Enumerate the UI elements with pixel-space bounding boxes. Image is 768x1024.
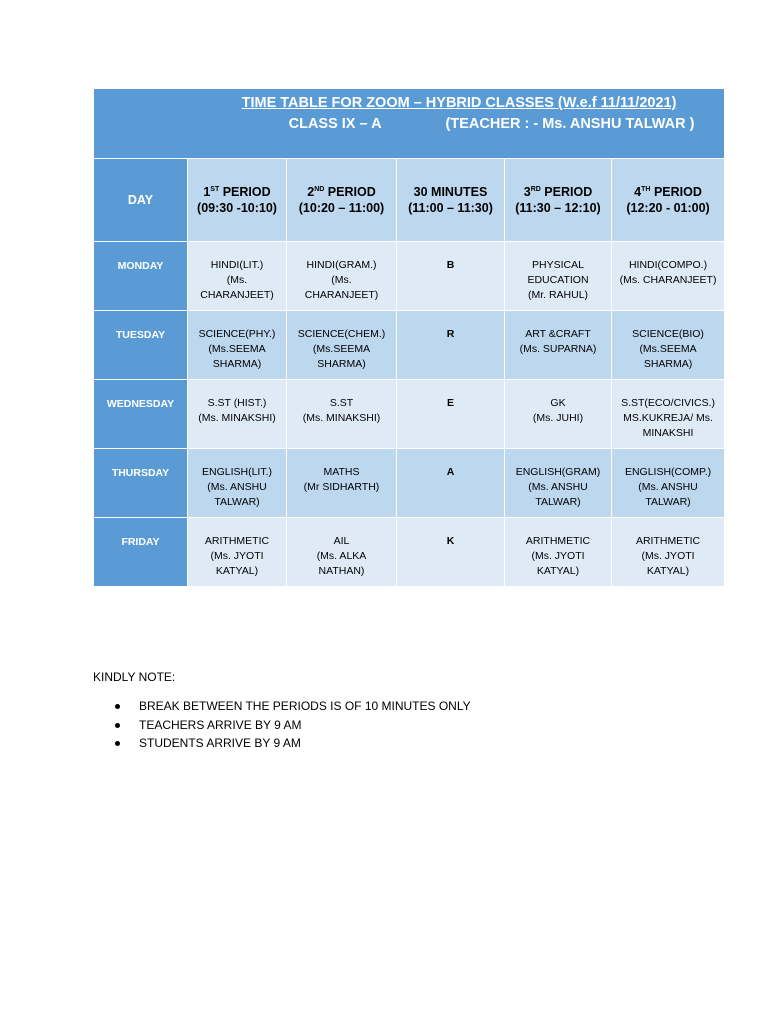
cell-line: (Ms.SEEMA xyxy=(312,343,371,355)
subject-cell xyxy=(188,242,287,311)
subject-cell xyxy=(287,449,397,518)
subject-cell xyxy=(505,380,612,449)
break-cell xyxy=(397,311,505,380)
header-period-2: 2ND PERIOD (10:20 – 11:00) xyxy=(287,159,397,242)
table-row xyxy=(94,311,725,380)
day-cell xyxy=(94,311,188,380)
teacher-label: (TEACHER : - Ms. ANSHU TALWAR ) xyxy=(445,116,695,132)
cell-line: SCIENCE(BIO) xyxy=(632,328,704,340)
cell-line: ART &CRAFT xyxy=(525,328,591,340)
day-cell xyxy=(94,518,188,587)
cell-line: (Ms. JYOTI xyxy=(210,550,264,562)
subject-cell xyxy=(287,518,397,587)
break-letter: K xyxy=(446,535,455,547)
cell-line: (Ms. JUHI) xyxy=(532,412,584,424)
subject-cell xyxy=(505,518,612,587)
subject-cell xyxy=(612,518,725,587)
cell-line: ARITHMETIC xyxy=(635,535,701,547)
title-row xyxy=(94,89,725,159)
break-cell xyxy=(397,380,505,449)
cell-line: AIL xyxy=(333,535,350,547)
subject-cell xyxy=(188,449,287,518)
cell-line: TALWAR) xyxy=(645,496,691,508)
cell-line: SCIENCE(CHEM.) xyxy=(297,328,386,340)
cell-line: CHARANJEET) xyxy=(200,289,274,301)
subject-cell xyxy=(188,311,287,380)
timetable xyxy=(93,88,725,587)
cell-line: ARITHMETIC xyxy=(204,535,270,547)
cell-line: (Mr. RAHUL) xyxy=(527,289,589,301)
cell-line: NATHAN) xyxy=(318,565,365,577)
note-item: BREAK BETWEEN THE PERIODS IS OF 10 MINUTES ONLY xyxy=(93,697,693,716)
cell-line: (Ms. MINAKSHI) xyxy=(198,412,276,424)
notes-list xyxy=(93,697,693,753)
header-period-1: 1ST PERIOD (09:30 -10:10) xyxy=(188,159,287,242)
cell-line: ENGLISH(COMP.) xyxy=(624,466,712,478)
cell-line: SCIENCE(PHY.) xyxy=(198,328,276,340)
cell-line: HINDI(GRAM.) xyxy=(306,259,377,271)
cell-line: SHARMA) xyxy=(643,358,693,370)
cell-line: (Ms. xyxy=(226,274,248,286)
cell-line: (Ms. xyxy=(331,274,352,286)
subject-cell xyxy=(287,311,397,380)
table-row xyxy=(94,380,725,449)
cell-line: KATYAL) xyxy=(536,565,580,577)
cell-line: CHARANJEET) xyxy=(304,289,379,301)
cell-line: ENGLISH(GRAM) xyxy=(515,466,601,478)
timetable-body xyxy=(94,242,725,587)
cell-line: (Ms. SUPARNA) xyxy=(519,343,597,355)
cell-line: (Ms. ANSHU xyxy=(207,481,267,493)
cell-line: HINDI(COMPO.) xyxy=(628,259,708,271)
subject-cell xyxy=(188,380,287,449)
cell-line: SHARMA) xyxy=(317,358,366,370)
cell-line: S.ST(ECO/CIVICS.) xyxy=(621,397,715,409)
cell-line: SHARMA) xyxy=(212,358,262,370)
note-item: TEACHERS ARRIVE BY 9 AM xyxy=(93,716,693,735)
cell-line: MINAKSHI xyxy=(642,427,694,439)
cell-line: (Ms. JYOTI xyxy=(531,550,585,562)
day-label: THURSDAY xyxy=(111,467,170,479)
cell-line: S.ST (HIST.) xyxy=(207,397,267,409)
cell-line: (Mr SIDHARTH) xyxy=(303,481,380,493)
day-label: TUESDAY xyxy=(115,329,166,341)
cell-line: (Ms. ANSHU xyxy=(638,481,698,493)
header-break: 30 MINUTES (11:00 – 11:30) xyxy=(397,159,505,242)
cell-line: KATYAL) xyxy=(646,565,690,577)
cell-line: TALWAR) xyxy=(535,496,581,508)
day-cell xyxy=(94,449,188,518)
cell-line: MS.KUKREJA/ Ms. xyxy=(623,412,713,424)
cell-line: S.ST xyxy=(329,397,354,409)
day-label: WEDNESDAY xyxy=(106,398,175,410)
subject-cell xyxy=(505,449,612,518)
day-label: FRIDAY xyxy=(121,536,160,548)
cell-line: TALWAR) xyxy=(214,496,260,508)
break-letter: R xyxy=(446,328,455,340)
subject-cell xyxy=(612,311,725,380)
cell-line: ENGLISH(LIT.) xyxy=(201,466,272,478)
day-cell xyxy=(94,242,188,311)
subject-cell xyxy=(188,518,287,587)
subject-cell xyxy=(287,242,397,311)
subject-cell xyxy=(287,380,397,449)
subject-cell xyxy=(505,242,612,311)
header-period-3: 3RD PERIOD (11:30 – 12:10) xyxy=(505,159,612,242)
cell-line: ARITHMETIC xyxy=(525,535,591,547)
break-letter: E xyxy=(446,397,454,409)
notes-section xyxy=(93,669,693,753)
cell-line: (Ms.SEEMA xyxy=(208,343,266,355)
break-cell xyxy=(397,449,505,518)
class-teacher-line xyxy=(194,114,724,135)
subject-cell xyxy=(612,449,725,518)
notes-title: KINDLY NOTE: xyxy=(93,670,176,684)
header-day: DAY xyxy=(94,159,188,242)
cell-line: KATYAL) xyxy=(215,565,259,577)
subject-cell xyxy=(612,242,725,311)
header-row xyxy=(94,159,725,242)
cell-line: (Ms. ALKA xyxy=(316,550,367,562)
break-letter: A xyxy=(446,466,455,478)
cell-line: MATHS xyxy=(323,466,360,478)
cell-line: HINDI(LIT.) xyxy=(210,259,264,271)
title-cell xyxy=(94,89,725,159)
class-label: CLASS IX – A xyxy=(288,116,382,132)
break-cell xyxy=(397,518,505,587)
break-letter: B xyxy=(446,259,455,271)
cell-line: (Ms. JYOTI xyxy=(641,550,695,562)
bullet-icon xyxy=(115,704,120,709)
bullet-icon xyxy=(115,723,120,728)
cell-line: (Ms. MINAKSHI) xyxy=(302,412,381,424)
table-row xyxy=(94,449,725,518)
day-cell xyxy=(94,380,188,449)
cell-line: EDUCATION xyxy=(527,274,589,286)
header-period-4: 4TH PERIOD (12:20 - 01:00) xyxy=(612,159,725,242)
cell-line: (Ms. ANSHU xyxy=(528,481,588,493)
day-label: MONDAY xyxy=(117,260,164,272)
cell-line: (Ms. CHARANJEET) xyxy=(619,274,717,286)
subject-cell xyxy=(505,311,612,380)
table-row xyxy=(94,242,725,311)
subject-cell xyxy=(612,380,725,449)
cell-line: (Ms.SEEMA xyxy=(639,343,697,355)
break-cell xyxy=(397,242,505,311)
table-row xyxy=(94,518,725,587)
cell-line: PHYSICAL xyxy=(532,259,584,271)
bullet-icon xyxy=(115,741,120,746)
timetable-title: TIME TABLE FOR ZOOM – HYBRID CLASSES (W.e.f 11/11/2021) xyxy=(241,95,677,111)
note-item: STUDENTS ARRIVE BY 9 AM xyxy=(93,734,693,753)
cell-line: GK xyxy=(550,397,566,409)
